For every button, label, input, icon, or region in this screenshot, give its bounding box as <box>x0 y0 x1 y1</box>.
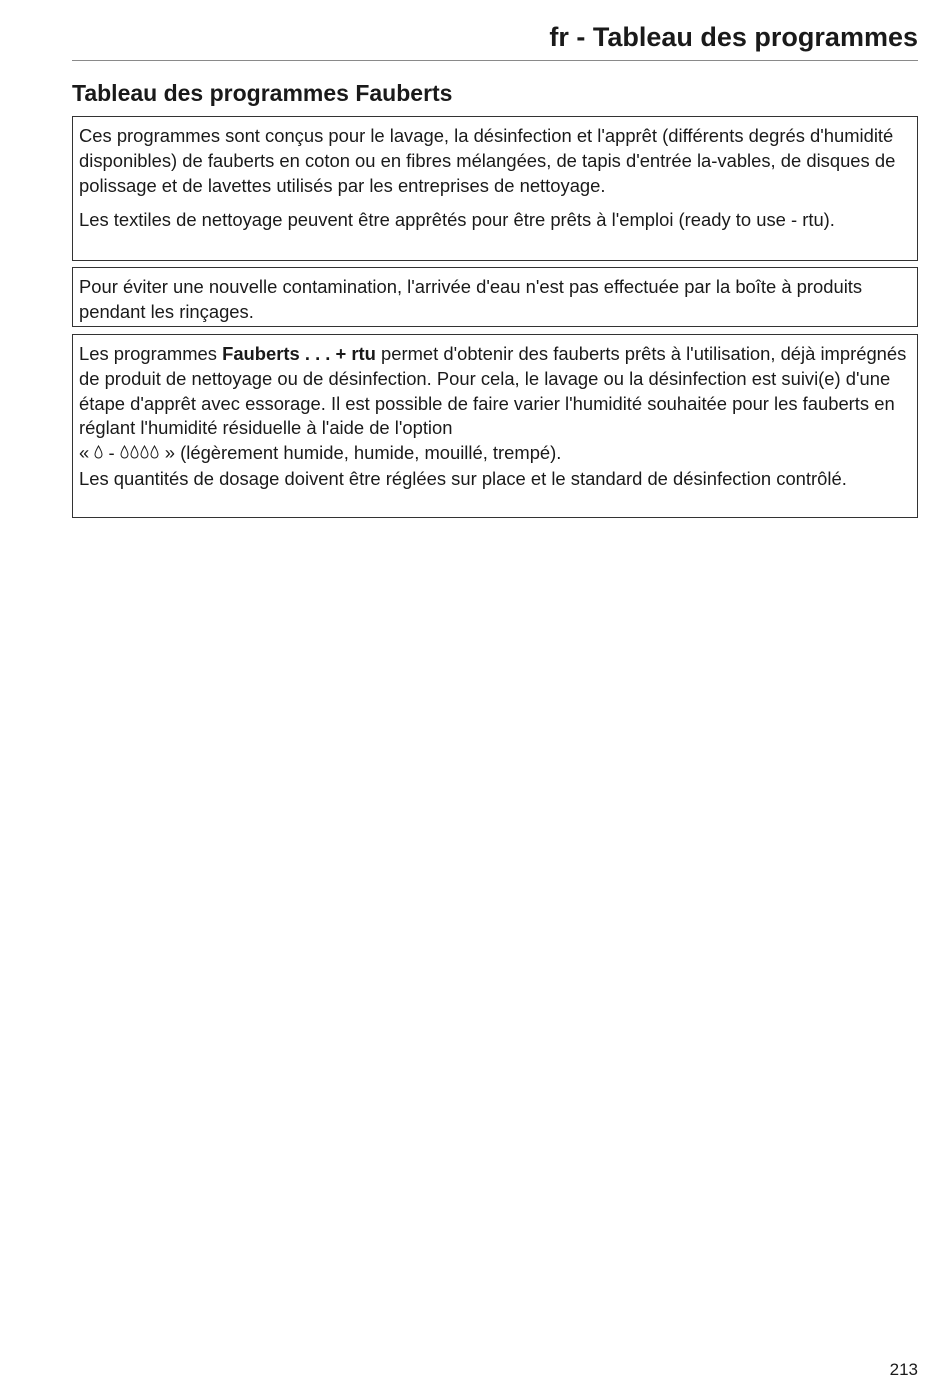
page-number: 213 <box>889 1360 918 1379</box>
contamination-paragraph: Pour éviter une nouvelle contamination, l'arrivée d'eau n'est pas effectuée par la boîte à produits pendant les rinçages. <box>79 276 863 322</box>
section-title: Tableau des programmes Fauberts <box>72 80 453 106</box>
program-name: Fauberts . . . + rtu <box>222 343 376 364</box>
option-close: » (légèrement humide, humide, mouillé, trempé). <box>159 442 562 464</box>
rtu-intro-text: Les programmes <box>79 343 223 364</box>
rtu-program-paragraph <box>79 342 911 467</box>
rtu-paragraph: Les textiles de nettoyage peuvent être apprêtés pour être prêts à l'emploi (ready to use - rtu). <box>79 209 835 231</box>
option-open: « <box>79 442 95 464</box>
header-title: fr - Tableau des programmes <box>549 22 918 52</box>
dosage-paragraph: Les quantités de dosage doivent être réglées sur place et le standard de désinfection contrôlé. <box>79 467 847 489</box>
four-drops-icon <box>120 442 160 467</box>
info-box-contamination-note <box>72 267 918 327</box>
option-dash: - <box>103 442 120 464</box>
page-header <box>72 18 918 61</box>
single-drop-icon <box>94 442 103 467</box>
info-box-rtu-programs <box>72 334 918 518</box>
info-box-program-description <box>72 116 918 261</box>
description-paragraph: Ces programmes sont conçus pour le lavage, la désinfection et l'apprêt (différents degrés d'humidité disponibles) de fauberts en coton ou en fibres mélangées, de tapis d'entrée la-vables, de disques de polissage et de lavettes utilisés par les entreprises de nettoyage. <box>79 125 896 196</box>
rtu-body-text: permet d'obtenir des fauberts prêts à l'utilisation, déjà imprégnés de produit de nettoyage ou de désinfection. Pour cela, le lavage ou la désinfection est suivi(e) d'une étape d'apprêt avec essorage. Il est possible de faire varier l'humidité souhaitée pour les fauberts en réglant l'humidité résiduelle à l'aide de l'option <box>79 343 907 439</box>
